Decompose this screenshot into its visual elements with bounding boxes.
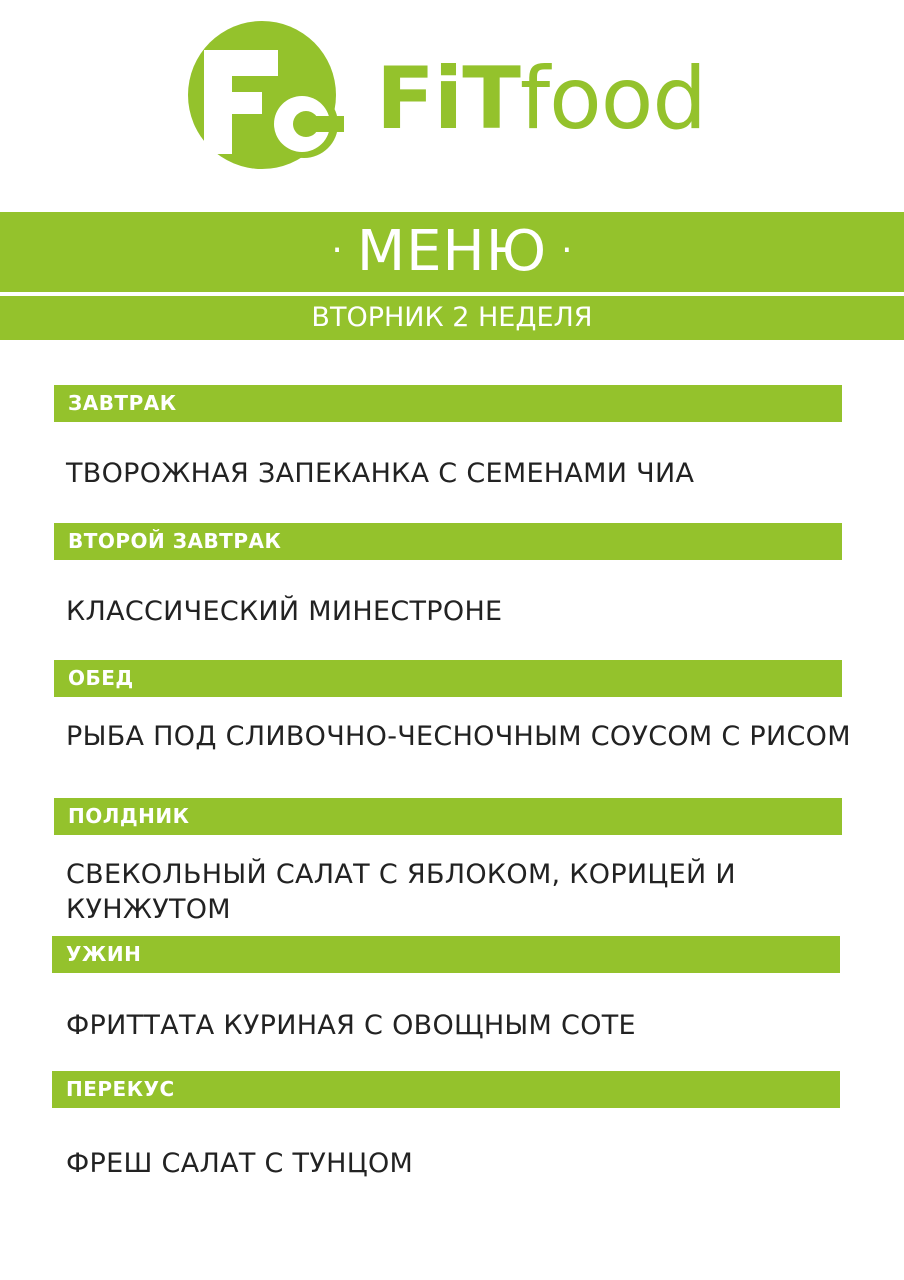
- page-title: МЕНЮ: [356, 219, 548, 284]
- meal-label-dinner: УЖИН: [52, 936, 840, 973]
- dish-breakfast: ТВОРОЖНАЯ ЗАПЕКАНКА С СЕМЕНАМИ ЧИА: [66, 458, 695, 489]
- dish-extra-snack: ФРЕШ САЛАТ С ТУНЦОМ: [66, 1148, 414, 1179]
- meal-label-snack: ПОЛДНИК: [54, 798, 842, 835]
- meal-label-second-breakfast: ВТОРОЙ ЗАВТРАК: [54, 523, 842, 560]
- meal-label-breakfast: ЗАВТРАК: [54, 385, 842, 422]
- logo: [186, 20, 706, 170]
- menu-title-band: [0, 212, 904, 292]
- title-dot-right: ·: [561, 230, 573, 271]
- menu-subtitle: ВТОРНИК 2 НЕДЕЛЯ: [0, 296, 904, 340]
- meal-label-lunch: ОБЕД: [54, 660, 842, 697]
- dish-snack: СВЕКОЛЬНЫЙ САЛАТ С ЯБЛОКОМ, КОРИЦЕЙ И КУНЖУТОМ: [66, 859, 736, 925]
- brand-fit: FiT: [376, 49, 520, 149]
- dish-lunch: РЫБА ПОД СЛИВОЧНО-ЧЕСНОЧНЫМ СОУСОМ С РИСОМ: [66, 721, 851, 752]
- title-dot-left: ·: [331, 230, 343, 271]
- meal-label-extra-snack: ПЕРЕКУС: [52, 1071, 840, 1108]
- brand-food: food: [519, 49, 706, 149]
- dish-dinner: ФРИТТАТА КУРИНАЯ С ОВОЩНЫМ СОТЕ: [66, 1010, 636, 1041]
- dish-second-breakfast: КЛАССИЧЕСКИЙ МИНЕСТРОНЕ: [66, 596, 503, 627]
- brand-name: [376, 49, 706, 149]
- fitfood-logo-icon: [186, 20, 346, 170]
